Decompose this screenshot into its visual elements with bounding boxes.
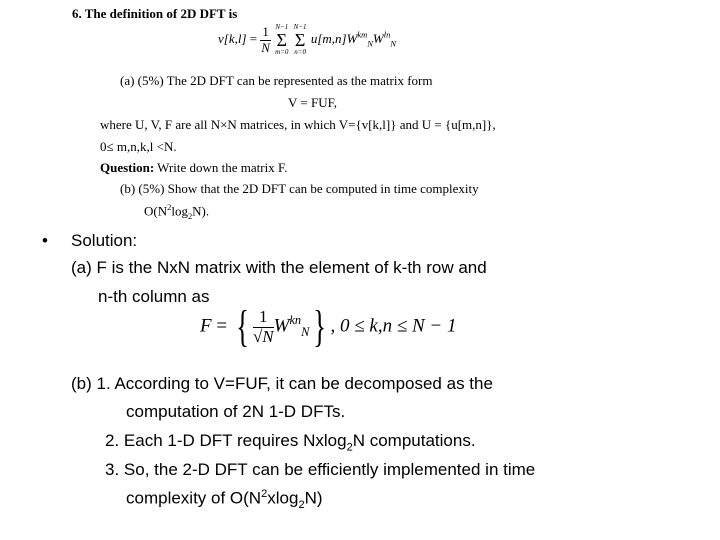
question-part-b: (b) (5%) Show that the 2D DFT can be computed in time complexity	[120, 181, 479, 196]
f-fraction-num: 1	[253, 308, 274, 328]
solution-a-line2: n-th column as	[98, 287, 210, 306]
solution-b-line5	[126, 488, 323, 511]
complexity-post: N).	[192, 203, 210, 219]
sum-n	[294, 24, 307, 56]
question-title: 6. The definition of 2D DFT is	[72, 6, 238, 21]
b-line5-mid: xlog	[267, 488, 299, 508]
formula-summand: u[m,n]	[310, 30, 347, 46]
sigma-symbol: Σ	[294, 30, 306, 50]
twiddle-w1-sup: km	[357, 29, 368, 40]
f-equals: =	[216, 315, 228, 337]
complexity-expression	[144, 202, 209, 221]
complexity-mid: log	[171, 203, 188, 219]
formula-equals: =	[249, 30, 258, 46]
f-twiddle: W	[273, 315, 290, 337]
solution-heading: Solution:	[71, 231, 138, 250]
solution-b-line1: (b) 1. According to V=FUF, it can be decomposed as the	[71, 374, 493, 393]
b-line3-pre: 2. Each 1-D DFT requires Nxlog	[105, 431, 347, 450]
matrix-equation: V = FUF,	[288, 95, 338, 110]
complexity-pre: O(N	[144, 203, 168, 219]
fraction-numerator: 1	[262, 24, 269, 40]
twiddle-w2-sup: ln	[383, 29, 391, 40]
f-twiddle-sup: kn	[289, 313, 302, 328]
sum-m-lower: m=0	[275, 48, 289, 56]
f-brace-open: {	[236, 302, 249, 351]
b-line3-sub: 2	[346, 441, 353, 454]
twiddle-w1-sub: N	[367, 38, 373, 49]
twiddle-w2: W	[372, 30, 384, 46]
where-line: where U, V, F are all N×N matrices, in which V={v[k,l]} and U = {u[m,n]},	[100, 117, 496, 132]
b-line5-sup: 2	[261, 488, 268, 500]
question-part-a: (a) (5%) The 2D DFT can be represented as the matrix form	[120, 73, 433, 88]
b-line5-pre: complexity of O(N	[126, 488, 262, 508]
b-line3-post: N computations.	[352, 431, 476, 450]
f-brace-close: }	[313, 302, 327, 351]
sigma-symbol: Σ	[276, 30, 287, 50]
fraction-denominator: N	[261, 39, 270, 55]
sum-m	[275, 24, 288, 56]
twiddle-w2-sub: N	[390, 38, 396, 49]
question-label: Question:	[100, 160, 155, 175]
solution-b-line2: computation of 2N 1-D DFTs.	[126, 402, 346, 421]
question-prompt	[100, 160, 287, 176]
question-text: Write down the matrix F.	[154, 160, 288, 175]
dft-definition-formula	[218, 24, 396, 56]
sum-n-upper: N−1	[293, 23, 307, 31]
solution-a-line1: (a) F is the NxN matrix with the element of k-th row and	[71, 258, 487, 277]
twiddle-w1: W	[346, 30, 358, 46]
b-line5-sub: 2	[298, 499, 305, 512]
solution-b-line4: 3. So, the 2-D DFT can be efficiently implemented in time	[105, 460, 536, 479]
solution-b-line3	[105, 431, 476, 453]
f-condition: , 0 ≤ k,n ≤ N − 1	[330, 315, 457, 337]
sum-n-lower: n=0	[294, 48, 306, 56]
solution-bullet: •	[42, 231, 48, 250]
complexity-sub: 2	[187, 210, 193, 221]
f-fraction	[253, 308, 274, 346]
complexity-sup: 2	[167, 202, 172, 212]
formula-lhs: v[k,l]	[218, 30, 247, 46]
matrix-f-formula	[200, 302, 457, 351]
range-line: 0≤ m,n,k,l <N.	[100, 139, 177, 154]
f-fraction-den: √N	[252, 326, 274, 346]
f-lhs: F	[200, 315, 212, 337]
formula-fraction	[260, 25, 271, 55]
f-twiddle-sub: N	[301, 325, 310, 340]
b-line5-post: N)	[304, 488, 323, 508]
sum-m-upper: N−1	[275, 23, 289, 31]
